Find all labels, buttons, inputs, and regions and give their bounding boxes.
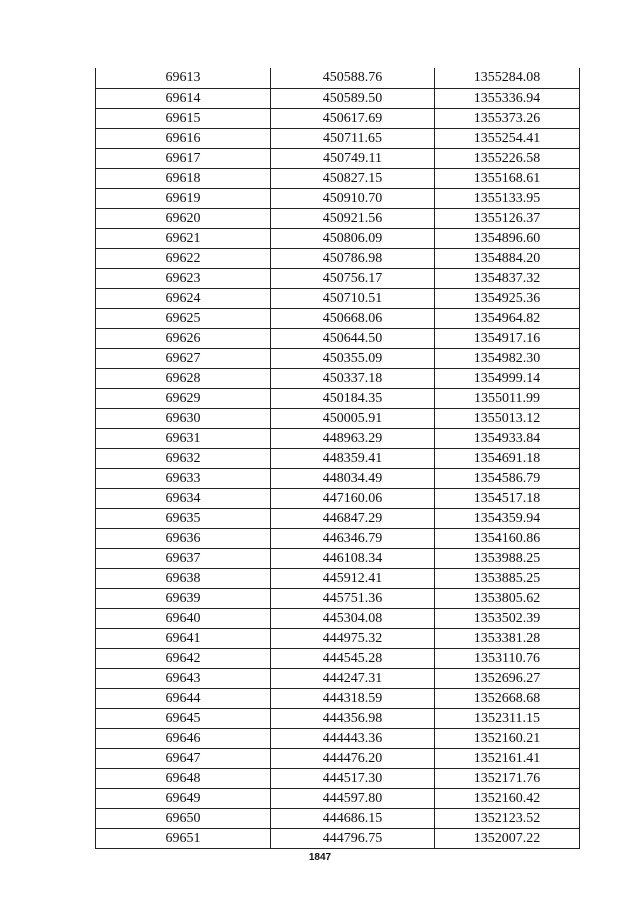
point-id-cell: 69647 [96,748,271,768]
table-row [96,188,580,208]
x-coordinate-cell: 450005.91 [271,408,435,428]
x-coordinate-cell: 450749.11 [271,148,435,168]
x-coordinate-cell: 444356.98 [271,708,435,728]
point-id-cell: 69623 [96,268,271,288]
point-id-cell: 69636 [96,528,271,548]
table-row [96,308,580,328]
table-row [96,548,580,568]
coordinates-table-body [96,68,580,848]
x-coordinate-cell: 447160.06 [271,488,435,508]
y-coordinate-cell: 1354925.36 [435,288,580,308]
table-row [96,788,580,808]
x-coordinate-cell: 450910.70 [271,188,435,208]
point-id-cell: 69629 [96,388,271,408]
point-id-cell: 69613 [96,68,271,88]
x-coordinate-cell: 445912.41 [271,568,435,588]
y-coordinate-cell: 1355226.58 [435,148,580,168]
table-row [96,468,580,488]
x-coordinate-cell: 444517.30 [271,768,435,788]
point-id-cell: 69621 [96,228,271,248]
x-coordinate-cell: 450588.76 [271,68,435,88]
table-row [96,508,580,528]
x-coordinate-cell: 448359.41 [271,448,435,468]
x-coordinate-cell: 444247.31 [271,668,435,688]
point-id-cell: 69650 [96,808,271,828]
table-row [96,568,580,588]
x-coordinate-cell: 450337.18 [271,368,435,388]
y-coordinate-cell: 1352311.15 [435,708,580,728]
y-coordinate-cell: 1354837.32 [435,268,580,288]
table-row [96,248,580,268]
page-number: 1847 [308,852,332,863]
x-coordinate-cell: 444796.75 [271,828,435,848]
table-row [96,648,580,668]
table-row [96,108,580,128]
x-coordinate-cell: 444318.59 [271,688,435,708]
y-coordinate-cell: 1354896.60 [435,228,580,248]
y-coordinate-cell: 1355373.26 [435,108,580,128]
y-coordinate-cell: 1355133.95 [435,188,580,208]
y-coordinate-cell: 1355254.41 [435,128,580,148]
x-coordinate-cell: 444545.28 [271,648,435,668]
x-coordinate-cell: 446847.29 [271,508,435,528]
table-row [96,208,580,228]
point-id-cell: 69634 [96,488,271,508]
x-coordinate-cell: 445751.36 [271,588,435,608]
table-row [96,168,580,188]
y-coordinate-cell: 1353502.39 [435,608,580,628]
point-id-cell: 69646 [96,728,271,748]
table-row [96,708,580,728]
point-id-cell: 69620 [96,208,271,228]
point-id-cell: 69644 [96,688,271,708]
y-coordinate-cell: 1354517.18 [435,488,580,508]
y-coordinate-cell: 1352161.41 [435,748,580,768]
point-id-cell: 69645 [96,708,271,728]
point-id-cell: 69637 [96,548,271,568]
x-coordinate-cell: 444476.20 [271,748,435,768]
y-coordinate-cell: 1352160.21 [435,728,580,748]
y-coordinate-cell: 1352668.68 [435,688,580,708]
table-row [96,408,580,428]
point-id-cell: 69624 [96,288,271,308]
table-row [96,488,580,508]
y-coordinate-cell: 1352123.52 [435,808,580,828]
x-coordinate-cell: 450644.50 [271,328,435,348]
x-coordinate-cell: 448034.49 [271,468,435,488]
point-id-cell: 69625 [96,308,271,328]
table-row [96,288,580,308]
y-coordinate-cell: 1354586.79 [435,468,580,488]
table-row [96,148,580,168]
point-id-cell: 69640 [96,608,271,628]
x-coordinate-cell: 450756.17 [271,268,435,288]
y-coordinate-cell: 1354999.14 [435,368,580,388]
point-id-cell: 69642 [96,648,271,668]
table-row [96,528,580,548]
x-coordinate-cell: 445304.08 [271,608,435,628]
table-row [96,828,580,848]
y-coordinate-cell: 1355284.08 [435,68,580,88]
table-row [96,628,580,648]
table-row [96,428,580,448]
y-coordinate-cell: 1353381.28 [435,628,580,648]
y-coordinate-cell: 1354691.18 [435,448,580,468]
y-coordinate-cell: 1354982.30 [435,348,580,368]
table-row [96,768,580,788]
table-row [96,808,580,828]
x-coordinate-cell: 444686.15 [271,808,435,828]
x-coordinate-cell: 450589.50 [271,88,435,108]
x-coordinate-cell: 450711.65 [271,128,435,148]
y-coordinate-cell: 1353805.62 [435,588,580,608]
point-id-cell: 69617 [96,148,271,168]
x-coordinate-cell: 446346.79 [271,528,435,548]
y-coordinate-cell: 1353110.76 [435,648,580,668]
x-coordinate-cell: 444443.36 [271,728,435,748]
table-row [96,228,580,248]
y-coordinate-cell: 1353885.25 [435,568,580,588]
x-coordinate-cell: 450668.06 [271,308,435,328]
x-coordinate-cell: 450827.15 [271,168,435,188]
y-coordinate-cell: 1354964.82 [435,308,580,328]
table-row [96,368,580,388]
y-coordinate-cell: 1353988.25 [435,548,580,568]
table-row [96,728,580,748]
point-id-cell: 69641 [96,628,271,648]
point-id-cell: 69627 [96,348,271,368]
table-row [96,688,580,708]
point-id-cell: 69626 [96,328,271,348]
table-row [96,268,580,288]
table-row [96,668,580,688]
y-coordinate-cell: 1354160.86 [435,528,580,548]
x-coordinate-cell: 450710.51 [271,288,435,308]
x-coordinate-cell: 444597.80 [271,788,435,808]
point-id-cell: 69648 [96,768,271,788]
y-coordinate-cell: 1352007.22 [435,828,580,848]
x-coordinate-cell: 450806.09 [271,228,435,248]
point-id-cell: 69619 [96,188,271,208]
point-id-cell: 69638 [96,568,271,588]
x-coordinate-cell: 450921.56 [271,208,435,228]
y-coordinate-cell: 1354359.94 [435,508,580,528]
point-id-cell: 69633 [96,468,271,488]
table-row [96,348,580,368]
y-coordinate-cell: 1354933.84 [435,428,580,448]
table-row [96,68,580,88]
y-coordinate-cell: 1355013.12 [435,408,580,428]
y-coordinate-cell: 1355011.99 [435,388,580,408]
point-id-cell: 69643 [96,668,271,688]
point-id-cell: 69618 [96,168,271,188]
point-id-cell: 69628 [96,368,271,388]
table-row [96,448,580,468]
x-coordinate-cell: 450184.35 [271,388,435,408]
point-id-cell: 69615 [96,108,271,128]
y-coordinate-cell: 1352171.76 [435,768,580,788]
table-row [96,88,580,108]
y-coordinate-cell: 1355126.37 [435,208,580,228]
point-id-cell: 69630 [96,408,271,428]
point-id-cell: 69622 [96,248,271,268]
point-id-cell: 69639 [96,588,271,608]
y-coordinate-cell: 1352160.42 [435,788,580,808]
y-coordinate-cell: 1352696.27 [435,668,580,688]
table-row [96,128,580,148]
table-row [96,388,580,408]
point-id-cell: 69635 [96,508,271,528]
table-row [96,588,580,608]
x-coordinate-cell: 446108.34 [271,548,435,568]
x-coordinate-cell: 448963.29 [271,428,435,448]
table-row [96,328,580,348]
x-coordinate-cell: 450355.09 [271,348,435,368]
point-id-cell: 69632 [96,448,271,468]
table-row [96,608,580,628]
point-id-cell: 69651 [96,828,271,848]
coordinates-table [95,68,580,849]
x-coordinate-cell: 444975.32 [271,628,435,648]
y-coordinate-cell: 1355168.61 [435,168,580,188]
point-id-cell: 69631 [96,428,271,448]
y-coordinate-cell: 1354884.20 [435,248,580,268]
y-coordinate-cell: 1354917.16 [435,328,580,348]
y-coordinate-cell: 1355336.94 [435,88,580,108]
x-coordinate-cell: 450617.69 [271,108,435,128]
point-id-cell: 69614 [96,88,271,108]
point-id-cell: 69616 [96,128,271,148]
table-row [96,748,580,768]
point-id-cell: 69649 [96,788,271,808]
x-coordinate-cell: 450786.98 [271,248,435,268]
